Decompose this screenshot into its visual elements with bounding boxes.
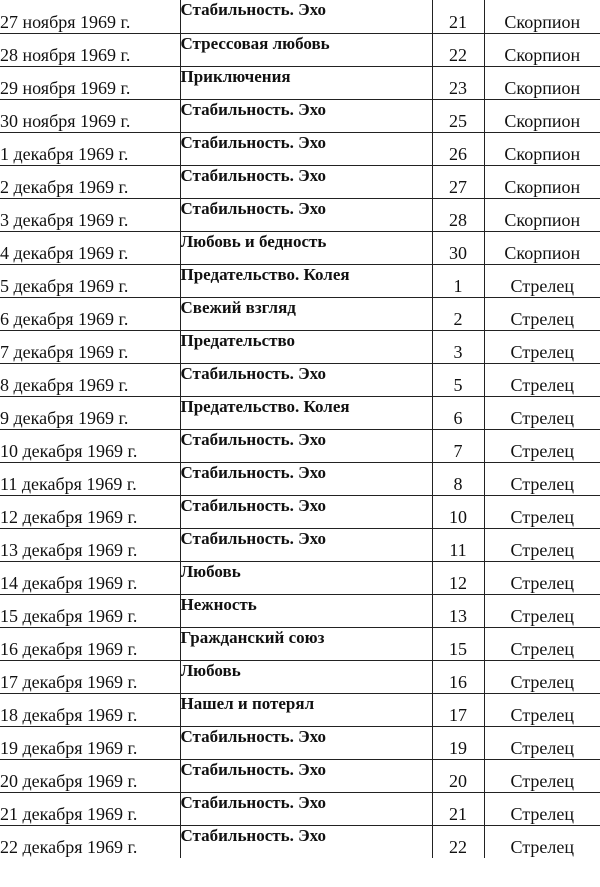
table-row	[0, 660, 600, 693]
degree-cell: 3	[432, 330, 484, 363]
zodiac-sign-cell: Скорпион	[484, 99, 600, 132]
relationship-name-cell: Стабильность. Эхо	[180, 759, 432, 792]
date-cell: 2 декабря 1969 г.	[0, 165, 180, 198]
table-row	[0, 33, 600, 66]
table-row	[0, 693, 600, 726]
degree-cell: 23	[432, 66, 484, 99]
table-row	[0, 297, 600, 330]
date-cell: 15 декабря 1969 г.	[0, 594, 180, 627]
relationship-name-cell: Предательство	[180, 330, 432, 363]
relationship-name-cell: Стабильность. Эхо	[180, 528, 432, 561]
relationship-name-cell: Любовь	[180, 561, 432, 594]
zodiac-sign-cell: Скорпион	[484, 66, 600, 99]
relationship-name-cell: Свежий взгляд	[180, 297, 432, 330]
table-row	[0, 99, 600, 132]
date-cell: 19 декабря 1969 г.	[0, 726, 180, 759]
date-cell: 28 ноября 1969 г.	[0, 33, 180, 66]
date-cell: 5 декабря 1969 г.	[0, 264, 180, 297]
zodiac-sign-cell: Стрелец	[484, 759, 600, 792]
zodiac-sign-cell: Стрелец	[484, 528, 600, 561]
date-cell: 3 декабря 1969 г.	[0, 198, 180, 231]
zodiac-sign-cell: Стрелец	[484, 627, 600, 660]
date-cell: 30 ноября 1969 г.	[0, 99, 180, 132]
zodiac-sign-cell: Стрелец	[484, 363, 600, 396]
zodiac-sign-cell: Стрелец	[484, 660, 600, 693]
relationship-name-cell: Гражданский союз	[180, 627, 432, 660]
degree-cell: 21	[432, 0, 484, 33]
zodiac-sign-cell: Стрелец	[484, 561, 600, 594]
degree-cell: 2	[432, 297, 484, 330]
zodiac-sign-cell: Стрелец	[484, 330, 600, 363]
relationship-name-cell: Любовь и бедность	[180, 231, 432, 264]
degree-cell: 27	[432, 165, 484, 198]
date-cell: 13 декабря 1969 г.	[0, 528, 180, 561]
zodiac-sign-cell: Скорпион	[484, 0, 600, 33]
relationship-name-cell: Стабильность. Эхо	[180, 99, 432, 132]
relationship-name-cell: Стабильность. Эхо	[180, 495, 432, 528]
zodiac-sign-cell: Скорпион	[484, 165, 600, 198]
table-row	[0, 429, 600, 462]
degree-cell: 20	[432, 759, 484, 792]
zodiac-sign-cell: Скорпион	[484, 33, 600, 66]
degree-cell: 10	[432, 495, 484, 528]
degree-cell: 7	[432, 429, 484, 462]
zodiac-sign-cell: Скорпион	[484, 231, 600, 264]
degree-cell: 21	[432, 792, 484, 825]
degree-cell: 16	[432, 660, 484, 693]
date-cell: 20 декабря 1969 г.	[0, 759, 180, 792]
table-row	[0, 363, 600, 396]
table-row	[0, 759, 600, 792]
zodiac-sign-cell: Стрелец	[484, 462, 600, 495]
table-row	[0, 198, 600, 231]
table-row	[0, 132, 600, 165]
relationship-name-cell: Стабильность. Эхо	[180, 198, 432, 231]
degree-cell: 8	[432, 462, 484, 495]
date-cell: 9 декабря 1969 г.	[0, 396, 180, 429]
date-cell: 22 декабря 1969 г.	[0, 825, 180, 858]
zodiac-sign-cell: Стрелец	[484, 693, 600, 726]
date-cell: 7 декабря 1969 г.	[0, 330, 180, 363]
date-cell: 21 декабря 1969 г.	[0, 792, 180, 825]
table-row	[0, 594, 600, 627]
zodiac-sign-cell: Скорпион	[484, 132, 600, 165]
degree-cell: 15	[432, 627, 484, 660]
zodiac-sign-cell: Стрелец	[484, 396, 600, 429]
relationship-name-cell: Предательство. Колея	[180, 396, 432, 429]
relationship-name-cell: Предательство. Колея	[180, 264, 432, 297]
table-row	[0, 726, 600, 759]
date-cell: 16 декабря 1969 г.	[0, 627, 180, 660]
degree-cell: 6	[432, 396, 484, 429]
relationship-name-cell: Приключения	[180, 66, 432, 99]
zodiac-sign-cell: Стрелец	[484, 264, 600, 297]
table-row	[0, 792, 600, 825]
date-cell: 27 ноября 1969 г.	[0, 0, 180, 33]
relationship-name-cell: Стабильность. Эхо	[180, 462, 432, 495]
degree-cell: 5	[432, 363, 484, 396]
relationship-name-cell: Любовь	[180, 660, 432, 693]
zodiac-sign-cell: Скорпион	[484, 198, 600, 231]
date-cell: 1 декабря 1969 г.	[0, 132, 180, 165]
zodiac-sign-cell: Стрелец	[484, 594, 600, 627]
date-cell: 6 декабря 1969 г.	[0, 297, 180, 330]
relationship-name-cell: Стабильность. Эхо	[180, 825, 432, 858]
degree-cell: 25	[432, 99, 484, 132]
relationship-name-cell: Стабильность. Эхо	[180, 0, 432, 33]
table-row	[0, 264, 600, 297]
date-cell: 8 декабря 1969 г.	[0, 363, 180, 396]
date-cell: 14 декабря 1969 г.	[0, 561, 180, 594]
relationship-name-cell: Нашел и потерял	[180, 693, 432, 726]
date-cell: 17 декабря 1969 г.	[0, 660, 180, 693]
table-row	[0, 462, 600, 495]
degree-cell: 30	[432, 231, 484, 264]
relationship-name-cell: Стабильность. Эхо	[180, 132, 432, 165]
relationship-name-cell: Стрессовая любовь	[180, 33, 432, 66]
zodiac-sign-cell: Стрелец	[510, 837, 574, 857]
zodiac-sign-cell: Стрелец	[484, 495, 600, 528]
table-row	[0, 165, 600, 198]
degree-cell: 19	[432, 726, 484, 759]
table-row	[0, 0, 600, 33]
table-row	[0, 528, 600, 561]
zodiac-sign-cell: Стрелец	[484, 792, 600, 825]
table-row	[0, 627, 600, 660]
degree-cell: 17	[432, 693, 484, 726]
degree-cell: 1	[432, 264, 484, 297]
relationship-name-cell: Нежность	[180, 594, 432, 627]
degree-cell: 22	[432, 33, 484, 66]
relationship-name-cell: Стабильность. Эхо	[180, 363, 432, 396]
date-cell: 4 декабря 1969 г.	[0, 231, 180, 264]
degree-cell: 22	[432, 825, 484, 858]
date-cell: 29 ноября 1969 г.	[0, 66, 180, 99]
degree-cell: 28	[432, 198, 484, 231]
table-row	[0, 396, 600, 429]
degree-cell: 12	[432, 561, 484, 594]
zodiac-sign-cell: Стрелец	[484, 726, 600, 759]
table-row	[0, 330, 600, 363]
zodiac-sign-cell: Стрелец	[484, 297, 600, 330]
table-row	[0, 495, 600, 528]
relationship-name-cell: Стабильность. Эхо	[180, 429, 432, 462]
degree-cell: 26	[432, 132, 484, 165]
zodiac-sign-cell: Стрелец	[484, 429, 600, 462]
relationship-name-cell: Стабильность. Эхо	[180, 792, 432, 825]
degree-cell: 11	[432, 528, 484, 561]
table-row	[0, 825, 600, 858]
relationship-name-cell: Стабильность. Эхо	[180, 165, 432, 198]
table-row	[0, 231, 600, 264]
date-cell: 12 декабря 1969 г.	[0, 495, 180, 528]
relationship-name-cell: Стабильность. Эхо	[180, 726, 432, 759]
date-cell: 10 декабря 1969 г.	[0, 429, 180, 462]
table-row	[0, 561, 600, 594]
date-cell: 18 декабря 1969 г.	[0, 693, 180, 726]
table-row	[0, 66, 600, 99]
degree-cell: 13	[432, 594, 484, 627]
date-cell: 11 декабря 1969 г.	[0, 462, 180, 495]
